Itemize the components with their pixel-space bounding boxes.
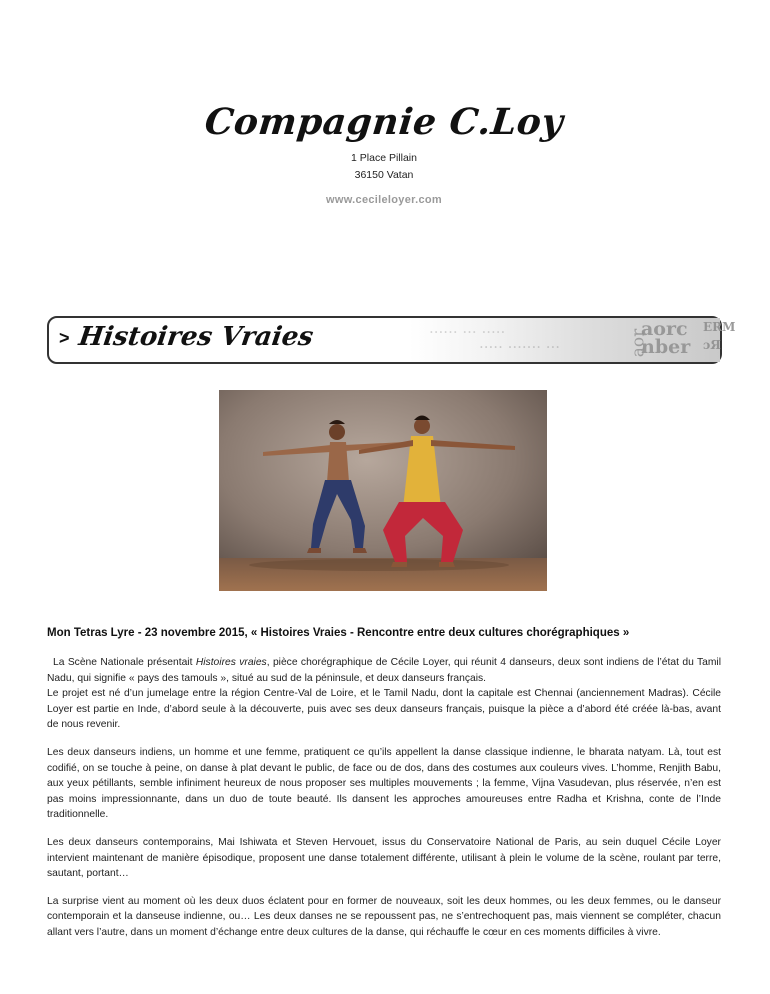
newspaper-texture: ...... ... ..... ..... ....... ... aor aorc nber ERM ɔЯ [409,318,720,362]
article-title: Mon Tetras Lyre - 23 novembre 2015, « Histoires Vraies - Rencontre entre deux cultures chorégraphiques » [47,627,630,639]
play-title: Histoires vraies [195,657,267,668]
page-header [0,100,768,206]
website-link[interactable]: www.cecileloyer.com [326,194,442,206]
paragraph-1: La Scène Nationale présentait Histoires vraies, pièce chorégraphique de Cécile Loyer, qui réunit 4 danseurs, deux sont indiens de l’état du Tamil Nadu, qui signifie « pays des tamouls », situé au sud de la péninsule, et deux danseurs français. Le projet est né d’un jumelage entre la région Centre-Val de Loire, et le Tamil Nadu, dont la capitale est Chennai (anciennement Madras). Cécile Loyer est partie en Inde, d’abord seule à la découverte, puis avec ses deux danseurs français, puisque la pièce a d’abord été créée là-bas, avant de nous revenir. [47,657,721,731]
dance-photo [219,390,547,591]
banner-arrow-icon: > [59,328,70,348]
address [0,150,768,184]
company-logo: Compagnie C.Loy [202,101,566,143]
article-body [47,655,721,953]
dancers-illustration [219,390,547,591]
section-banner [47,316,736,364]
paragraph-2: Les deux danseurs indiens, un homme et une femme, pratiquent ce qu’ils appellent la danse classique indienne, le bharata natyam. Là, tout est codifié, on se touche à peine, on danse à plat devant le public, de face ou de dos, dans des costumes aux couleurs vives. L’homme, Renjith Babu, aux yeux pétillants, semble infiniment heureux de nous proposer ses multiples mouvements ; la femme, Vijna Vasudevan, plus réservée, n’en est pas moins impressionnante, dans un duo de toute beauté. Ils dansent les approches amoureuses entre Radha et Krishna, conte de l’Inde traditionnelle. [47,746,721,821]
address-line-1: 1 Place Pillain [351,152,417,164]
paragraph-3: Les deux danseurs contemporains, Mai Ishiwata et Steven Hervouet, issus du Conservatoire National de Paris, au sein duquel Cécile Loyer intervient maintenant de manière épisodique, proposent une danse totalement différente, utilisant à plein le volume de la scène, roulant par terre, sautant, portant… [47,836,721,880]
banner-title: Histoires Vraies [76,322,316,352]
address-line-2: 36150 Vatan [354,169,414,181]
paragraph-4: La surprise vient au moment où les deux duos éclatent pour en former de nouveaux, soit les deux hommes, ou les deux femmes, ou le danseur contemporain et la danseuse indienne, ou… Les deux danses ne se repoussent pas, ne s’entrechoquent pas, mais viennent se compléter, chacun allant vers l’autre, dans un moment d’échange entre deux cultures de la danse, qui réchauffe le cœur en ces moments difficiles à vivre. [47,895,721,938]
